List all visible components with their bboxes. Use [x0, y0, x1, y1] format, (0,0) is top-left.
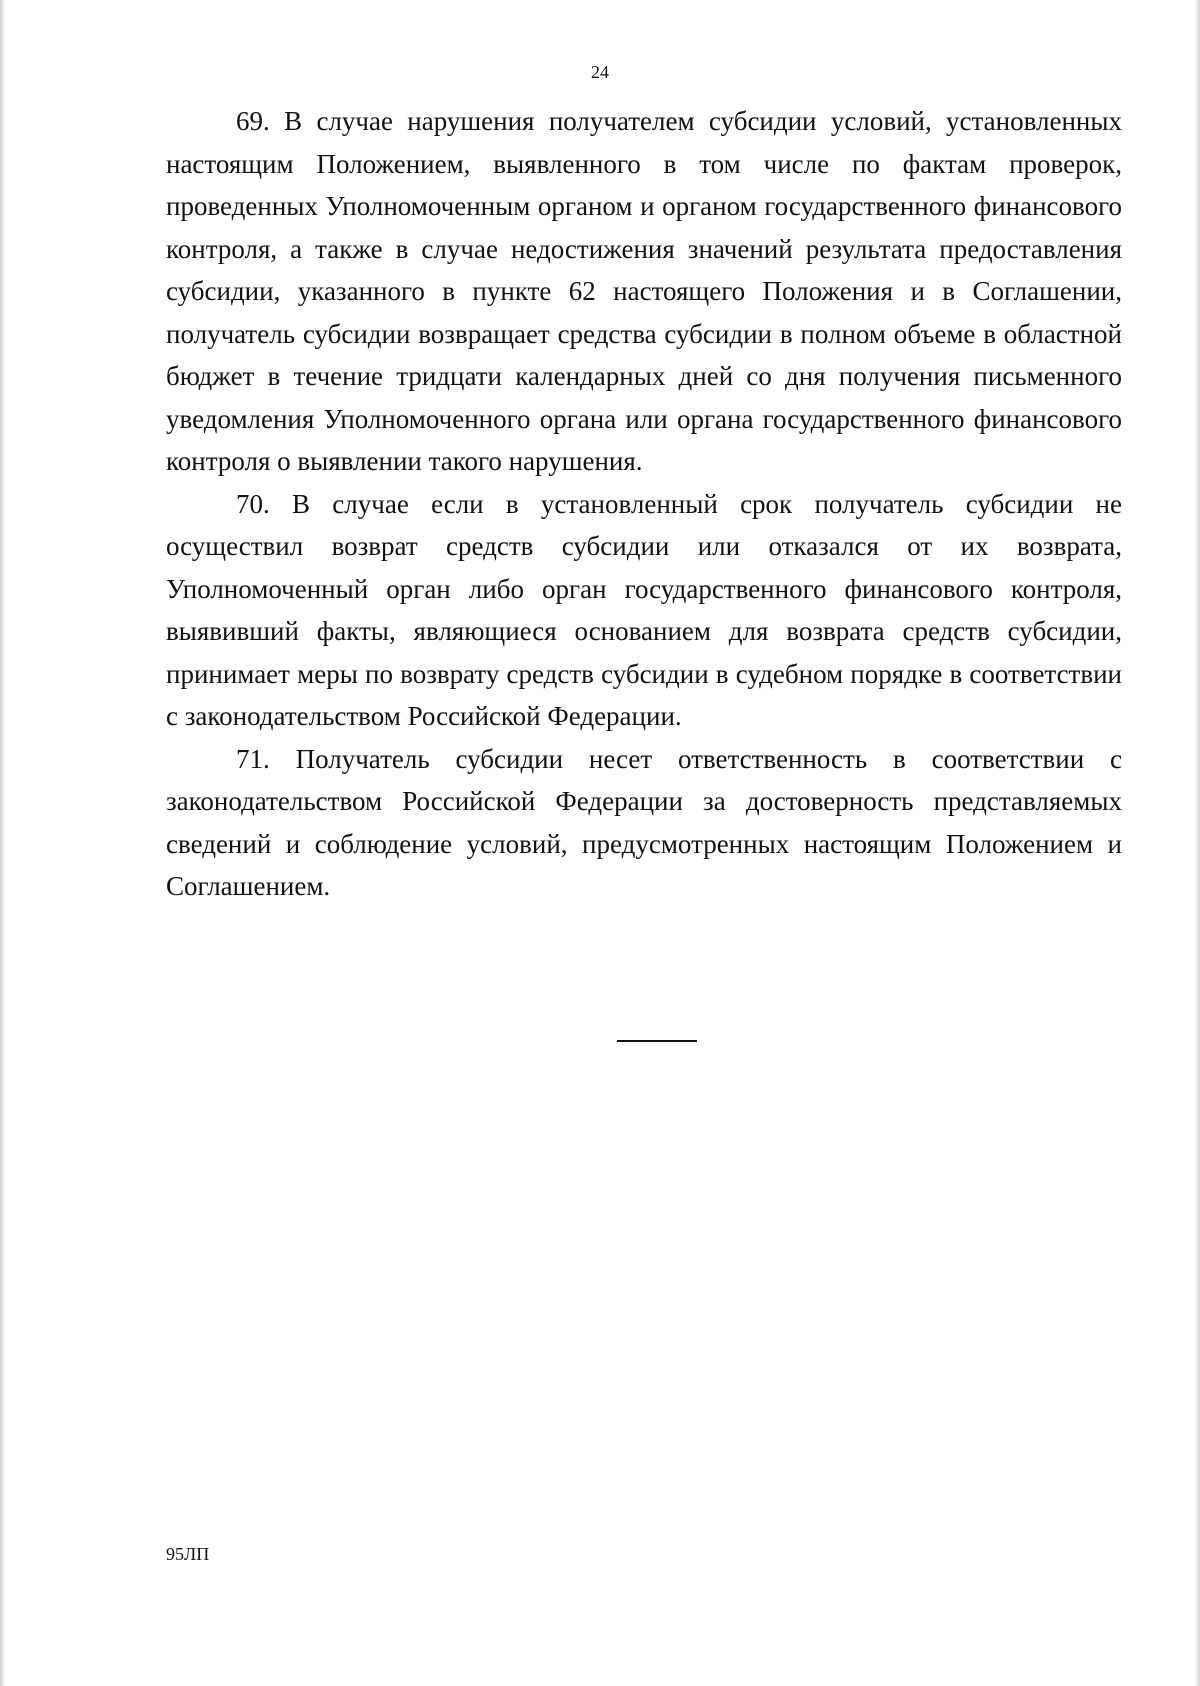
- page-number: 24: [591, 62, 609, 82]
- end-of-text-rule: [617, 1040, 697, 1042]
- document-code: 95ЛП: [166, 1544, 210, 1564]
- scan-edge-right: [1194, 0, 1200, 1686]
- paragraph-69: 69. В случае нарушения получателем субсидии условий, установленных настоящим Положением, выявленного в том числе по фактам проверок, проведенных Уполномоченным органом и органом государственного финансового контроля, а также в случае недостижения значений результата предоставления субсидии, указанного в пункте 62 настоящего Положения и в Соглашении, получатель субсидии возвращает средства субсидии в полном объеме в областной бюджет в течение тридцати календарных дней со дня получения письменного уведомления Уполномоченного органа или органа государственного финансового контроля о выявлении такого нарушения.: [166, 106, 1122, 476]
- document-body: [166, 100, 1122, 908]
- paragraph-70: 70. В случае если в установленный срок получатель субсидии не осуществил возврат средств субсидии или отказался от их возврата, Уполномоченный орган либо орган государственного финансового контроля, выявивший факты, являющиеся основанием для возврата средств субсидии, принимает меры по возврату средств субсидии в судебном порядке в соответствии с законодательством Российской Федерации.: [166, 488, 1122, 731]
- paragraph-71: 71. Получатель субсидии несет ответственность в соответствии с законодательством Российской Федерации за достоверность представляемых сведений и соблюдение условий, предусмотренных настоящим Положением и Соглашением.: [166, 743, 1122, 901]
- scan-edge-left: [0, 0, 6, 1686]
